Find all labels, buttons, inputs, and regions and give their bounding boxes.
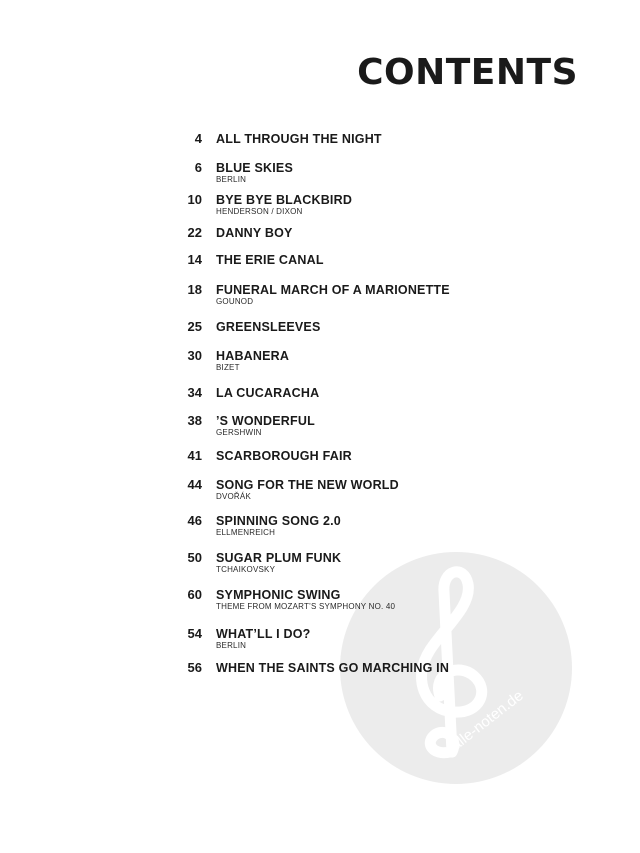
toc-song-composer: GERSHWIN [216, 428, 262, 437]
toc-song-title: ’S WONDERFUL [216, 414, 315, 428]
toc-song-title: SONG FOR THE NEW WORLD [216, 478, 399, 492]
toc-song-composer: THEME FROM MOZART’S SYMPHONY NO. 40 [216, 602, 396, 611]
toc-song-title: BYE BYE BLACKBIRD [216, 193, 353, 207]
toc-song-title: SYMPHONIC SWING [216, 588, 341, 602]
toc-page-number: 30 [187, 348, 202, 363]
toc-song-title: ALL THROUGH THE NIGHT [216, 132, 382, 146]
toc-song-composer: BIZET [216, 363, 240, 372]
toc-song-composer: TCHAIKOVSKY [216, 565, 276, 574]
toc-song-composer: ELLMENREICH [216, 528, 276, 537]
toc-song-title: GREENSLEEVES [216, 320, 321, 334]
toc-page-number: 44 [187, 477, 202, 492]
toc-song-composer: BERLIN [216, 175, 247, 184]
toc-song-composer: GOUNOD [216, 297, 254, 306]
toc-song-title: WHEN THE SAINTS GO MARCHING IN [216, 661, 450, 675]
toc-song-composer: BERLIN [216, 641, 247, 650]
toc-song-title: FUNERAL MARCH OF A MARIONETTE [216, 283, 450, 297]
toc-song-title: SPINNING SONG 2.0 [216, 514, 341, 528]
page-title: CONTENTS [357, 52, 578, 93]
toc-song-title: LA CUCARACHA [216, 386, 320, 400]
toc-page-number: 6 [194, 160, 202, 175]
toc-song-composer: DVOŘÁK [216, 492, 251, 501]
toc-page-number: 50 [187, 550, 202, 565]
toc-page-number: 46 [187, 513, 202, 528]
toc-page-number: 10 [187, 192, 202, 207]
toc-page-number: 38 [187, 413, 202, 428]
toc-song-title: SUGAR PLUM FUNK [216, 551, 342, 565]
toc-song-title: HABANERA [216, 349, 290, 363]
toc-song-title: DANNY BOY [216, 226, 293, 240]
toc-song-title: SCARBOROUGH FAIR [216, 449, 352, 463]
toc-page-number: 14 [187, 252, 202, 267]
toc-page-number: 56 [187, 660, 202, 675]
watermark-text: alle-noten.de [447, 687, 527, 754]
toc-song-title: BLUE SKIES [216, 161, 294, 175]
toc-song-title: WHAT’LL I DO? [216, 627, 311, 641]
toc-page-number: 4 [194, 131, 202, 146]
toc-page-number: 60 [187, 587, 202, 602]
toc-page-number: 25 [187, 319, 202, 334]
toc-page-number: 18 [187, 282, 202, 297]
toc-song-title: THE ERIE CANAL [216, 253, 324, 267]
toc-page-number: 54 [187, 626, 202, 641]
toc-page-number: 22 [187, 225, 202, 240]
toc-page-number: 41 [187, 448, 202, 463]
toc-page-number: 34 [187, 385, 202, 400]
toc-song-composer: HENDERSON / DIXON [216, 207, 303, 216]
